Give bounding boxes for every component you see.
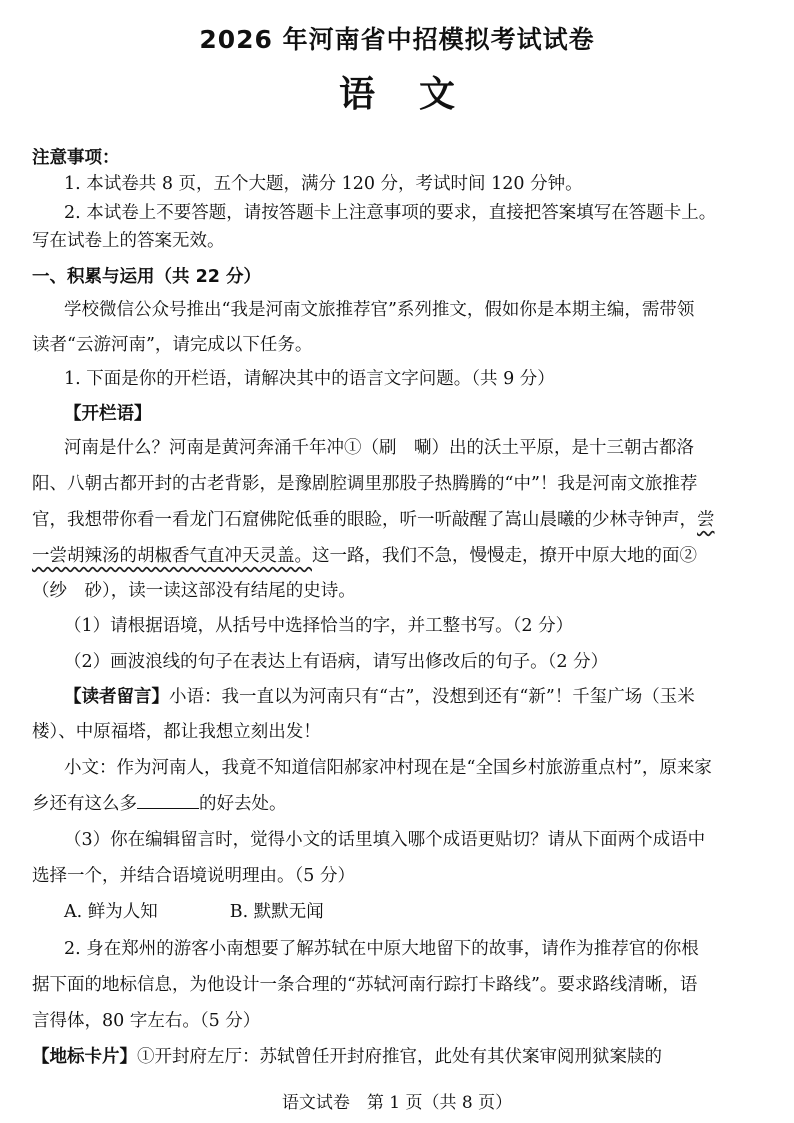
question-1: 1. 下面是你的开栏语，请解决其中的语言文字问题。（共 9 分） [64, 369, 555, 389]
reader-comment-line-3: 小文：作为河南人，我竟不知道信阳郝家冲村现在是“全国乡村旅游重点村”，原来家 [64, 758, 712, 778]
column-label: 【开栏语】 [64, 404, 152, 424]
reader-comment-line-2: 楼）、中原福塔，都让我想立刻出发！ [32, 722, 321, 742]
option-b: B. 默默无闻 [229, 902, 324, 922]
notice-heading: 注意事项： [32, 148, 120, 168]
wavy-sentence-start: 尝 [697, 510, 715, 530]
question-2-cont-2: 言得体，80 字左右。（5 分） [32, 1011, 261, 1031]
reader-comment-line-4 [32, 792, 770, 816]
sub-question-3-cont: 选择一个，并结合语境说明理由。（5 分） [32, 866, 355, 886]
page-footer: 语文试卷 第 1 页（共 8 页） [281, 1093, 513, 1113]
column-paragraph-line-4 [32, 544, 770, 568]
subject-title: 语文 [338, 74, 499, 115]
sub-question-2: （2）画波浪线的句子在表达上有语病，请写出修改后的句子。（2 分） [64, 652, 609, 672]
notice-item-2: 2. 本试卷上不要答题，请按答题卡上注意事项的要求，直接把答案填写在答题卡上。 [64, 203, 717, 223]
column-paragraph-line-3 [32, 508, 770, 532]
column-paragraph-line-1: 河南是什么？河南是黄河奔涌千年冲①（刷 唰）出的沃土平原，是十三朝古都洛 [64, 438, 694, 458]
options-row [64, 900, 770, 924]
section-1-heading: 一、积累与运用（共 22 分） [32, 267, 262, 287]
question-2: 2. 身在郑州的游客小南想要了解苏轼在中原大地留下的故事，请作为推荐官的你根 [64, 939, 699, 959]
fill-in-blank [137, 792, 199, 809]
column-paragraph-text: 官，我想带你看一看龙门石窟佛陀低垂的眼睑，听一听敲醒了嵩山晨曦的少林寺钟声， [32, 510, 697, 530]
reader-comment-text: 小语：我一直以为河南只有“古”，没想到还有“新”！千玺广场（玉米 [169, 687, 695, 707]
column-paragraph-rest: 这一路，我们不急，慢慢走，撩开中原大地的面② [312, 546, 697, 566]
column-paragraph-line-2: 阳、八朝古都开封的古老背影，是豫剧腔调里那股子热腾腾的“中”！我是河南文旅推荐 [32, 474, 698, 494]
landmark-card-text: ①开封府左厅：苏轼曾任开封府推官，此处有其伏案审阅刑狱案牍的 [137, 1047, 662, 1067]
question-2-cont-1: 据下面的地标信息，为他设计一条合理的“苏轼河南行踪打卡路线”。要求路线清晰，语 [32, 975, 698, 995]
sub-question-3: （3）你在编辑留言时，觉得小文的话里填入哪个成语更贴切？请从下面两个成语中 [64, 830, 706, 850]
wavy-sentence: 一尝胡辣汤的胡椒香气直冲天灵盖。 [32, 546, 312, 566]
comment-text-after-blank: 的好去处。 [199, 794, 287, 814]
notice-item-2-cont: 写在试卷上的答案无效。 [32, 231, 225, 251]
notice-item-1: 1. 本试卷共 8 页，五个大题，满分 120 分，考试时间 120 分钟。 [64, 174, 583, 194]
reader-comment-line-1 [64, 685, 770, 709]
option-a: A. 鲜为人知 [64, 902, 158, 922]
column-paragraph-line-5: （纱 砂），读一读这部没有结尾的史诗。 [32, 581, 356, 601]
comment-text-before-blank: 乡还有这么多 [32, 794, 137, 814]
sub-question-1: （1）请根据语境，从括号中选择恰当的字，并工整书写。（2 分） [64, 616, 574, 636]
landmark-card-label: 【地标卡片】 [32, 1047, 137, 1067]
intro-line-2: 读者“云游河南”，请完成以下任务。 [32, 335, 313, 355]
landmark-card-line [32, 1045, 770, 1069]
reader-comment-label: 【读者留言】 [64, 687, 169, 707]
exam-title: 2026 年河南省中招模拟考试试卷 [199, 25, 595, 54]
intro-line-1: 学校微信公众号推出“我是河南文旅推荐官”系列推文，假如你是本期主编，需带领 [64, 300, 695, 320]
